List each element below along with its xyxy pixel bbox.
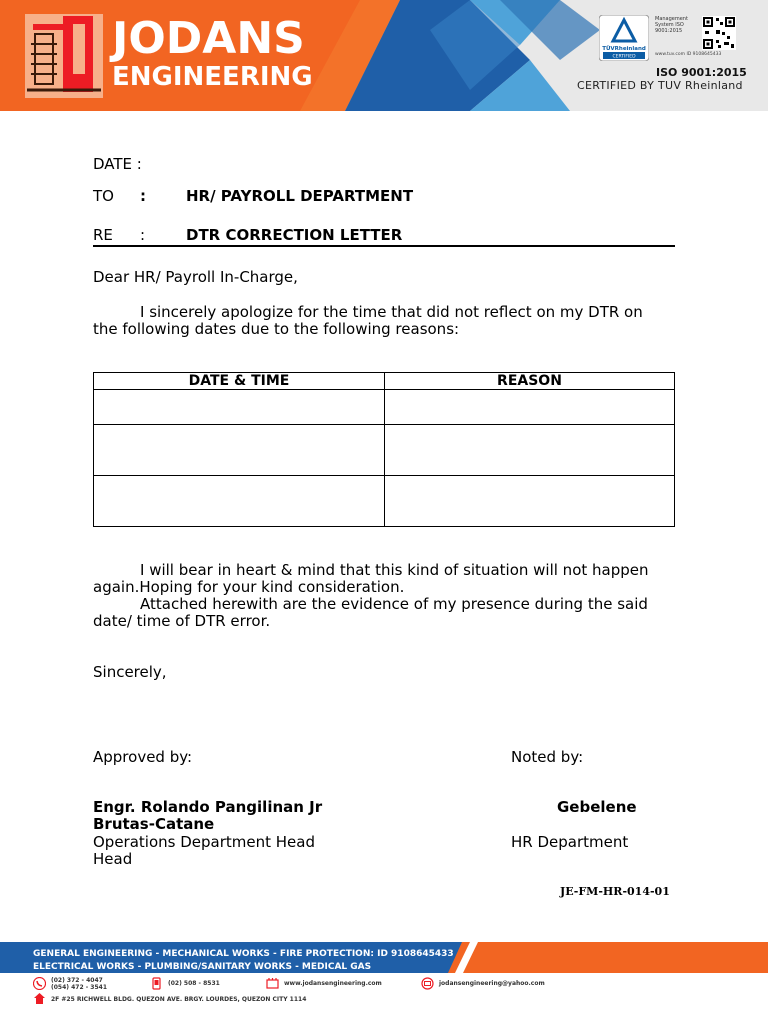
approved-by-label: Approved by: [93, 748, 193, 766]
to-value: HR/ PAYROLL DEPARTMENT [186, 187, 414, 205]
certification-web-id: www.tuv.com ID 9108645433 [655, 52, 722, 57]
services-line-1: GENERAL ENGINEERING - MECHANICAL WORKS - FIRE PROTECTION: ID 9108645433 [33, 949, 454, 959]
subject-divider [93, 245, 675, 247]
company-logo-icon [25, 14, 103, 98]
paragraph-3-line-1: Attached herewith are the evidence of my presence during the said [140, 595, 648, 613]
brand-name-line1: JODANS [112, 13, 305, 64]
phone-number-1: (02) 372 - 4047 [51, 977, 103, 984]
qr-code-icon [702, 16, 736, 50]
mobile-number: (02) 508 - 8531 [168, 980, 220, 987]
email-link[interactable]: jodansengineering@yahoo.com [439, 980, 545, 987]
letterhead-footer [0, 942, 768, 1024]
table-header-row [94, 373, 675, 390]
re-value: DTR CORRECTION LETTER [186, 226, 403, 244]
table-row [94, 390, 675, 425]
mobile-phone-icon [150, 977, 163, 990]
table-cell-reason[interactable] [385, 390, 675, 425]
address-home-icon [33, 992, 46, 1005]
noter-department: HR Department [511, 833, 629, 851]
paragraph-1-line-1: I sincerely apologize for the time that did not reflect on my DTR on [140, 303, 643, 321]
paragraph-2-line-1: I will bear in heart & mind that this kind of situation will not happen [140, 561, 649, 579]
table-row [94, 476, 675, 527]
paragraph-3-line-2: date/ time of DTR error. [93, 612, 271, 630]
table-header-date-time: DATE & TIME [94, 373, 385, 390]
brand-name-line2: ENGINEERING [112, 62, 313, 92]
table-cell-date-time[interactable] [94, 425, 385, 476]
to-colon: : [140, 187, 146, 205]
dtr-table [93, 372, 675, 527]
table-cell-reason[interactable] [385, 476, 675, 527]
tuv-rheinland-logo-icon [599, 15, 649, 61]
approver-name-line2: Brutas-Catane [93, 815, 215, 833]
website-link[interactable]: www.jodansengineering.com [284, 980, 382, 987]
paragraph-1-line-2: the following dates due to the following reasons: [93, 320, 460, 338]
iso-label: ISO 9001:2015 [656, 66, 747, 79]
letterhead-header [0, 0, 768, 111]
website-icon [266, 977, 279, 990]
salutation: Dear HR/ Payroll In-Charge, [93, 268, 298, 286]
tuv-logo-text: TÜVRheinland [602, 46, 646, 52]
approver-title-line1: Operations Department Head [93, 833, 315, 851]
noted-by-label: Noted by: [511, 748, 584, 766]
services-line-2: ELECTRICAL WORKS - PLUMBING/SANITARY WORKS - MEDICAL GAS [33, 962, 372, 972]
email-icon [421, 977, 434, 990]
phone-icon [33, 977, 46, 990]
table-cell-date-time[interactable] [94, 476, 385, 527]
approver-title-line2: Head [93, 850, 133, 868]
closing: Sincerely, [93, 663, 167, 681]
noter-name: Gebelene [557, 798, 637, 816]
date-label: DATE : [93, 155, 142, 173]
tuv-badge-text: CERTIFIED [612, 54, 636, 60]
address-text: 2F #25 RICHWELL BLDG. QUEZON AVE. BRGY. LOURDES, QUEZON CITY 1114 [51, 996, 307, 1003]
phone-number-2: (054) 472 - 3541 [51, 984, 107, 991]
paragraph-2-line-2: again.Hoping for your kind consideration. [93, 578, 405, 596]
table-row [94, 425, 675, 476]
re-colon: : [140, 226, 146, 244]
table-cell-reason[interactable] [385, 425, 675, 476]
form-code: JE-FM-HR-014-01 [560, 885, 670, 898]
table-cell-date-time[interactable] [94, 390, 385, 425]
certified-by-label: CERTIFIED BY TUV Rheinland [577, 79, 743, 92]
approver-name-line1: Engr. Rolando Pangilinan Jr [93, 798, 323, 816]
management-system-text: Management System ISO 9001:2015 [655, 16, 688, 34]
to-label: TO [93, 187, 114, 205]
re-label: RE [93, 226, 113, 244]
table-header-reason: REASON [385, 373, 675, 390]
